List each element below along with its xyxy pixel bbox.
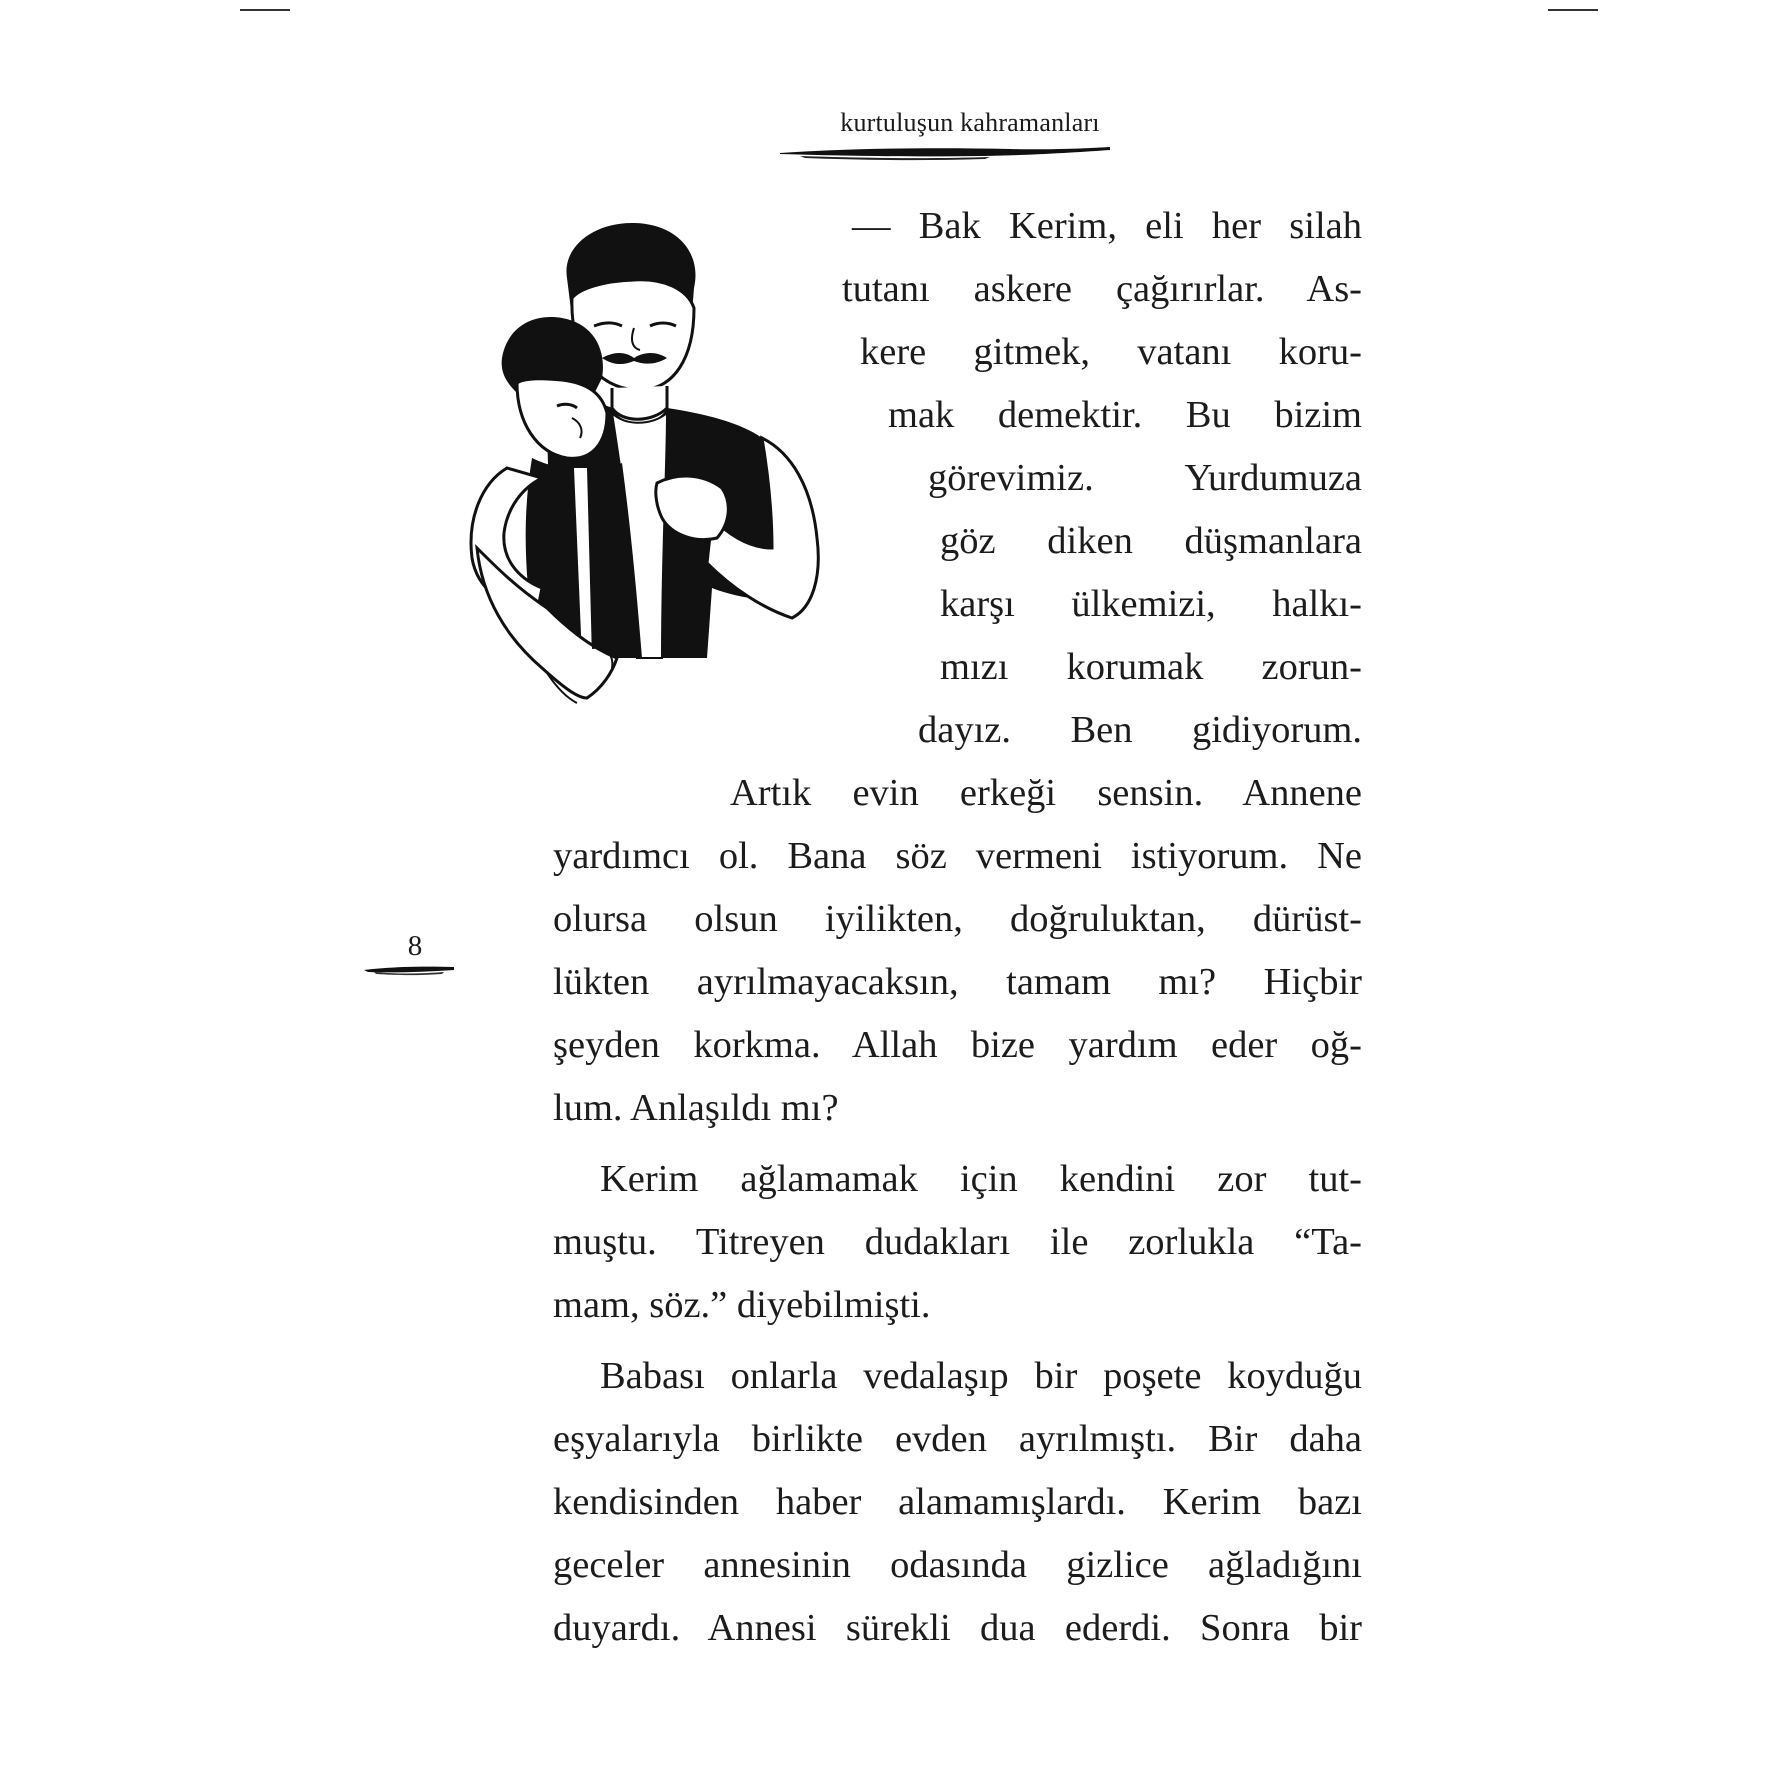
body-line-18: mam, söz.” diyebilmişti. xyxy=(553,1284,931,1326)
body-line-12: olursa olsun iyilikten, doğruluktan, dürüst- xyxy=(553,898,1362,940)
father-and-son-illustration xyxy=(462,218,900,750)
body-line-1: — Bak Kerim, eli her silah xyxy=(852,205,1362,247)
body-line-23: duyardı. Annesi sürekli dua ederdi. Sonra bir xyxy=(553,1607,1362,1649)
crop-mark-left xyxy=(240,9,290,11)
body-line-10: Artık evin erkeği sensin. Annene xyxy=(730,772,1362,814)
body-line-15: lum. Anlaşıldı mı? xyxy=(553,1087,839,1129)
body-line-4: mak demektir. Bu bizim xyxy=(888,394,1362,436)
body-line-21: kendisinden haber alamamışlardı. Kerim bazı xyxy=(553,1481,1362,1523)
page-number-brush-rule xyxy=(364,962,454,976)
crop-mark-right xyxy=(1548,9,1598,11)
body-line-20: eşyalarıyla birlikte evden ayrılmıştı. Bir daha xyxy=(553,1418,1362,1460)
body-line-3: kere gitmek, vatanı koru- xyxy=(860,331,1362,373)
body-line-13: lükten ayrılmayacaksın, tamam mı? Hiçbir xyxy=(553,961,1362,1003)
page-number: 8 xyxy=(407,930,423,962)
body-line-2: tutanı askere çağırırlar. As- xyxy=(842,268,1362,310)
running-head: kurtuluşun kahramanları xyxy=(840,108,1100,137)
body-line-8: mızı korumak zorun- xyxy=(940,646,1362,688)
body-line-22: geceler annesinin odasında gizlice ağladığını xyxy=(553,1544,1362,1586)
body-line-9: dayız. Ben gidiyorum. xyxy=(918,709,1362,751)
body-line-19: Babası onlarla vedalaşıp bir poşete koyduğu xyxy=(600,1355,1362,1397)
body-line-6: göz diken düşmanlara xyxy=(940,520,1362,562)
body-line-7: karşı ülkemizi, halkı- xyxy=(940,583,1362,625)
body-line-5: görevimiz. Yurdumuza xyxy=(928,457,1362,499)
body-line-17: muştu. Titreyen dudakları ile zorlukla “Ta- xyxy=(553,1221,1362,1263)
body-line-14: şeyden korkma. Allah bize yardım eder oğ- xyxy=(553,1024,1362,1066)
running-head-brush-rule xyxy=(780,144,1110,162)
body-line-11: yardımcı ol. Bana söz vermeni istiyorum. Ne xyxy=(553,835,1362,877)
body-line-16: Kerim ağlamamak için kendini zor tut- xyxy=(600,1158,1362,1200)
